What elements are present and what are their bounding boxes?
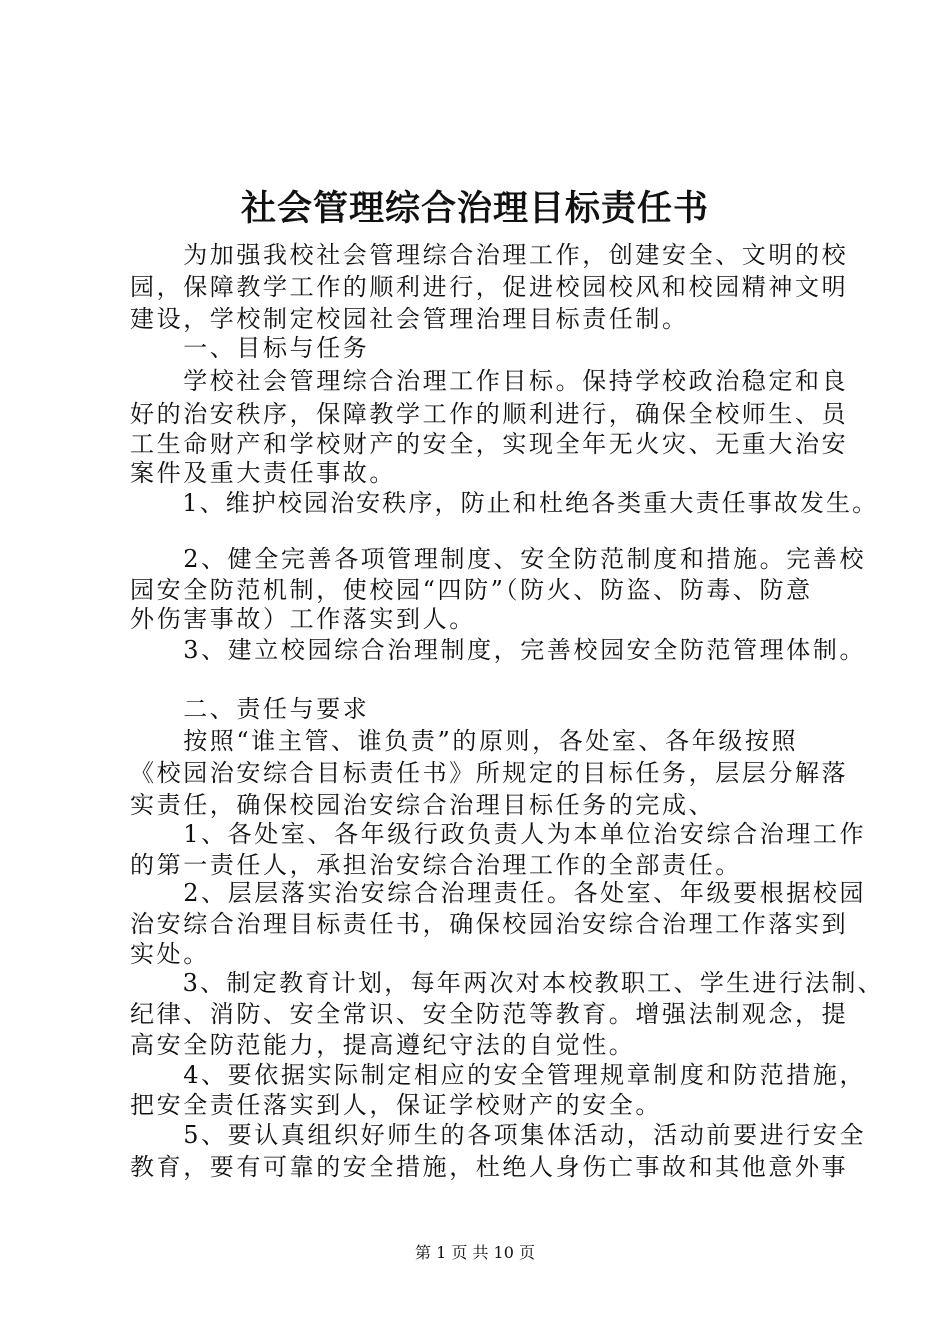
body-line: 案件及重大责任事故。 bbox=[130, 459, 396, 487]
body-line: 3、建立校园综合治理制度，完善校园安全防范管理体制。 bbox=[130, 636, 867, 664]
body-line: 1、各处室、各年级行政负责人为本单位治安综合治理工作 bbox=[130, 820, 867, 848]
section-heading: 一、目标与任务 bbox=[130, 334, 370, 362]
body-line: 工生命财产和学校财产的安全，实现全年无火灾、无重大治安 bbox=[130, 430, 849, 458]
page-footer: 第 1 页 共 10 页 bbox=[415, 1243, 535, 1262]
body-line: 学校社会管理综合治理工作目标。保持学校政治稳定和良 bbox=[130, 367, 849, 395]
body-line: 按照“谁主管、谁负责”的原则，各处室、各年级按照 bbox=[130, 727, 799, 755]
document-title: 社会管理综合治理目标责任书 bbox=[240, 188, 709, 229]
body-line: 实责任，确保校园治安综合治理目标任务的完成、 bbox=[130, 791, 716, 819]
body-line: 3、制定教育计划，每年两次对本校教职工、学生进行法制、 bbox=[130, 969, 884, 997]
body-line: 的第一责任人，承担治安综合治理工作的全部责任。 bbox=[130, 851, 742, 879]
body-line: 2、健全完善各项管理制度、安全防范制度和措施。完善校 bbox=[130, 545, 867, 573]
body-line: 教育，要有可靠的安全措施，杜绝人身伤亡事故和其他意外事 bbox=[130, 1153, 849, 1181]
body-line: 实处。 bbox=[130, 940, 210, 968]
body-line: 园，保障教学工作的顺利进行，促进校园校风和校园精神文明 bbox=[130, 273, 849, 301]
body-line: 2、层层落实治安综合治理责任。各处室、年级要根据校园 bbox=[130, 879, 867, 907]
body-line: 1、维护校园治安秩序，防止和杜绝各类重大责任事故发生。 bbox=[130, 489, 879, 517]
body-line: 把安全责任落实到人，保证学校财产的安全。 bbox=[130, 1091, 662, 1119]
body-line: 治安综合治理目标责任书，确保校园治安综合治理工作落实到 bbox=[130, 910, 849, 938]
body-line: 园安全防范机制，使校园“四防”（防火、防盗、防毒、防意 bbox=[130, 576, 813, 604]
body-line: 纪律、消防、安全常识、安全防范等教育。增强法制观念，提 bbox=[130, 1000, 849, 1028]
body-line: 好的治安秩序，保障教学工作的顺利进行，确保全校师生、员 bbox=[130, 400, 849, 428]
body-line: 《校园治安综合目标责任书》所规定的目标任务，层层分解落 bbox=[130, 759, 849, 787]
body-line: 高安全防范能力，提高遵纪守法的自觉性。 bbox=[130, 1031, 636, 1059]
body-line: 建设，学校制定校园社会管理治理目标责任制。 bbox=[130, 305, 689, 333]
body-line: 4、要依据实际制定相应的安全管理规章制度和防范措施， bbox=[130, 1061, 867, 1089]
body-line: 外伤害事故）工作落实到人。 bbox=[130, 605, 476, 633]
body-line: 5、要认真组织好师生的各项集体活动，活动前要进行安全 bbox=[130, 1121, 867, 1149]
section-heading: 二、责任与要求 bbox=[130, 695, 370, 723]
body-line: 为加强我校社会管理综合治理工作，创建安全、文明的校 bbox=[130, 241, 849, 269]
